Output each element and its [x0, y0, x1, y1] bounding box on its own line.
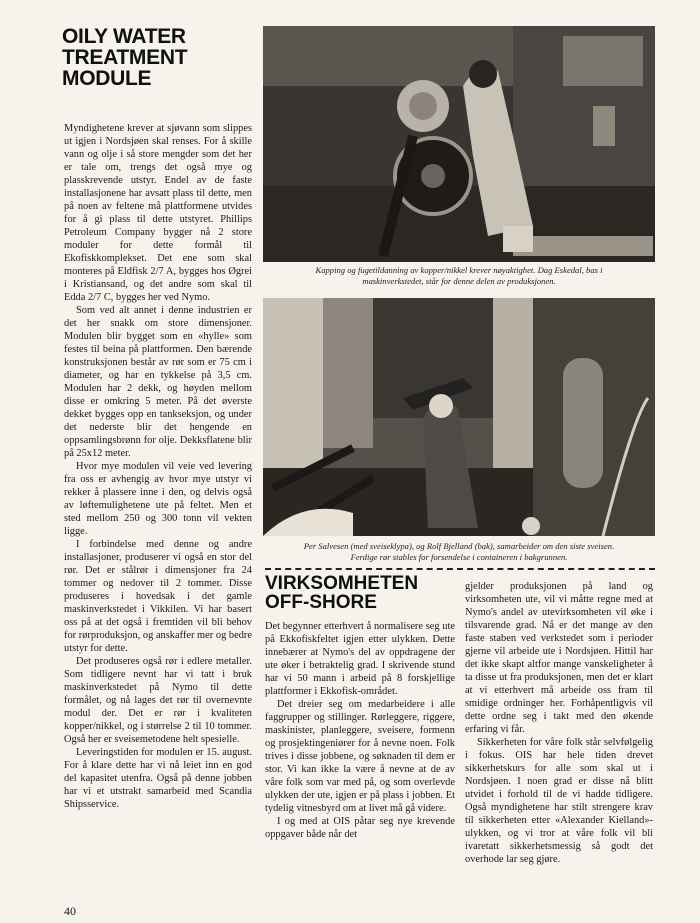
caption-line: Kapping og fugetildanning av kopper/nikkel krever nøyaktighet. Dag Eskedal, bas i — [315, 265, 603, 275]
paragraph: Hvor mye modulen vil veie ved levering fra oss er avhengig av hvor mye utstyr vi rekker å plassere inne i den, og delvis også av løftemulighetene ute på feltet. Men et sted mellom 250 og 300 tonn vil vekten ligge. — [64, 461, 252, 537]
caption-line: Ferdige rør stables for forsendelse i containeren i bakgrunnen. — [350, 552, 568, 562]
photo-image — [263, 26, 655, 262]
article-column-3 — [465, 580, 653, 890]
article-headline — [62, 26, 252, 89]
article-column-1 — [64, 122, 252, 892]
section-headline — [265, 574, 460, 612]
paragraph: I forbindelse med denne og andre installasjoner, produserer vi også en stor del rør. Det er stålrør i dimensjoner fra 24 tommer og nedover til 2 tommer. Disse produseres i hovedsak i det gamle maskinverkstedet i Vikkilen. Vi har basert oss på at det også i fremtiden vil bli behov for rørproduksjon, og anskaffer mer og bedre utstyr for dette. — [64, 539, 252, 654]
paragraph: Det produseres også rør i edlere metaller. Som tidligere nevnt har vi tatt i bruk maskinverkstedet på Nymo til dette formålet, og nå lages det rør til overnevnte modul der. Det er rør i kvaliteten kopper/nikkel, og i størrelse 2 til 10 tommer. Også her er sveisemetodene helt spesielle. — [64, 656, 252, 745]
headline-line: MODULE — [62, 67, 152, 90]
caption-line: maskinverkstedet, står for denne delen av produksjonen. — [362, 276, 556, 286]
page-number: 40 — [64, 904, 76, 918]
headline-line: TREATMENT — [62, 46, 188, 69]
paragraph: gjelder produksjonen på land og virksomheten ute, vil vi måtte regne med at Nymo's andel av utevirksomheten vil øke i tilsvarende grad. Nå er det mange av den faste staben ved verkstedet som i perioder gjerne vil arbeide ute i Nordsjøen. Hittil har det ikke skapt altfor mange vanskeligheter å ta disse ut fra produksjonen, men det er klart at vi etterhvert må arbeide oss fram til smidige ordninger her. Forhåpentligvis vil dette ordne seg i takt med den økende erfaring vi får. — [465, 581, 653, 735]
paragraph: Det dreier seg om medarbeidere i alle faggrupper og stillinger. Rørleggere, riggere, maskinister, planleggere, sveisere, formenn og prosjektingeniører for å nevne noen. Folk trives i disse jobbene, og søknaden til dem er stor. Vi kan ikke la være å nevne at de av våre folk som var med på, og som overlevde ulykken der ute, igjen er på plass i jobben. Et tydelig vitnesbyrd om at livet må gå videre. — [265, 699, 455, 814]
paragraph: Sikkerheten for våre folk står selvfølgelig i fokus. OIS har hele tiden drevet sikkerhetskurs for alle som skal ut i Nordsjøen. I noen grad er disse nå blitt utvidet i forhold til de vi hadde tidligere. Også myndighetene har stilt strengere krav til sikkerheten etter «Alexander Kielland»-ulykken, og vi tror at våre folk vil bli ivaretatt sikkerhetsmessig så godt det overhode lar seg gjøre. — [465, 737, 653, 865]
paragraph: Leveringstiden for modulen er 15. august. For å klare dette har vi nå leiet inn en god del kapasitet utenfra. Også på denne jobben har vi et utstrakt samarbeid med Scandia Shipsservice. — [64, 747, 252, 810]
headline-line: OILY WATER — [62, 25, 186, 48]
subhead-line: OFF-SHORE — [265, 592, 377, 613]
section-divider — [265, 568, 655, 570]
paragraph: Myndighetene krever at sjøvann som slippes ut igjen i Nordsjøen skal renses. For å skille vann og olje i så store mengder som det her er tale om, trengs det også mye og plasskrevende utstyr. Endel av de faste installasjonene har avsatt plass til dette, men på noen av feltene må plattformene utvides for å gi plass til dette utstyret. Phillips Petroleum Company bygger nå 2 store moduler for dette formål til Ekofiskkomplekset. Det ene som skal monteres på Eldfisk 2/7 A, bygges hos Øgrei i Kristiansand, og det andre som skal til Edda 2/7 C, bygges her ved Nymo. — [64, 123, 252, 303]
workshop-photo-welding — [263, 298, 655, 536]
paragraph: I og med at OIS påtar seg nye krevende oppgaver både når det — [265, 816, 455, 840]
workshop-photo-cutting — [263, 26, 655, 262]
photo-caption-2 — [263, 541, 655, 563]
subhead-line: VIRKSOMHETEN — [265, 573, 419, 594]
paragraph: Som ved alt annet i denne industrien er det her snakk om store dimensjoner. Modulen blir bygget som en «hylle» som festes til beina på plattformen. Den bærende konstruksjonen består av rør som er 75 cm i diameter, og har en tykkelse på 3,5 cm. Modulen har 2 dekk, og høyden mellom disse er omkring 5 meter. På det øverste dekket bygges opp en tankseksjon, og under det nederste blir det hengende en oppsamlingsbrønn for olje. Dekksflatene blir på 25x12 meter. — [64, 305, 252, 459]
caption-line: Per Salvesen (med sveiseklypa), og Rolf Bjelland (bak), samarbeider om den siste sveisen. — [303, 541, 615, 551]
paragraph: Det begynner etterhvert å normalisere seg ute på Ekkofiskfeltet igjen etter ulykken. Dette innebærer at Nymo's del av oppdragene der ute øker i betraktelig grad. I skrivende stund har vi 50 mann i arbeid på 8 forskjellige plattformer i Ekkofisk-området. — [265, 621, 455, 697]
article-column-2 — [265, 620, 455, 895]
photo-image — [263, 298, 655, 536]
photo-caption-1 — [263, 265, 655, 287]
